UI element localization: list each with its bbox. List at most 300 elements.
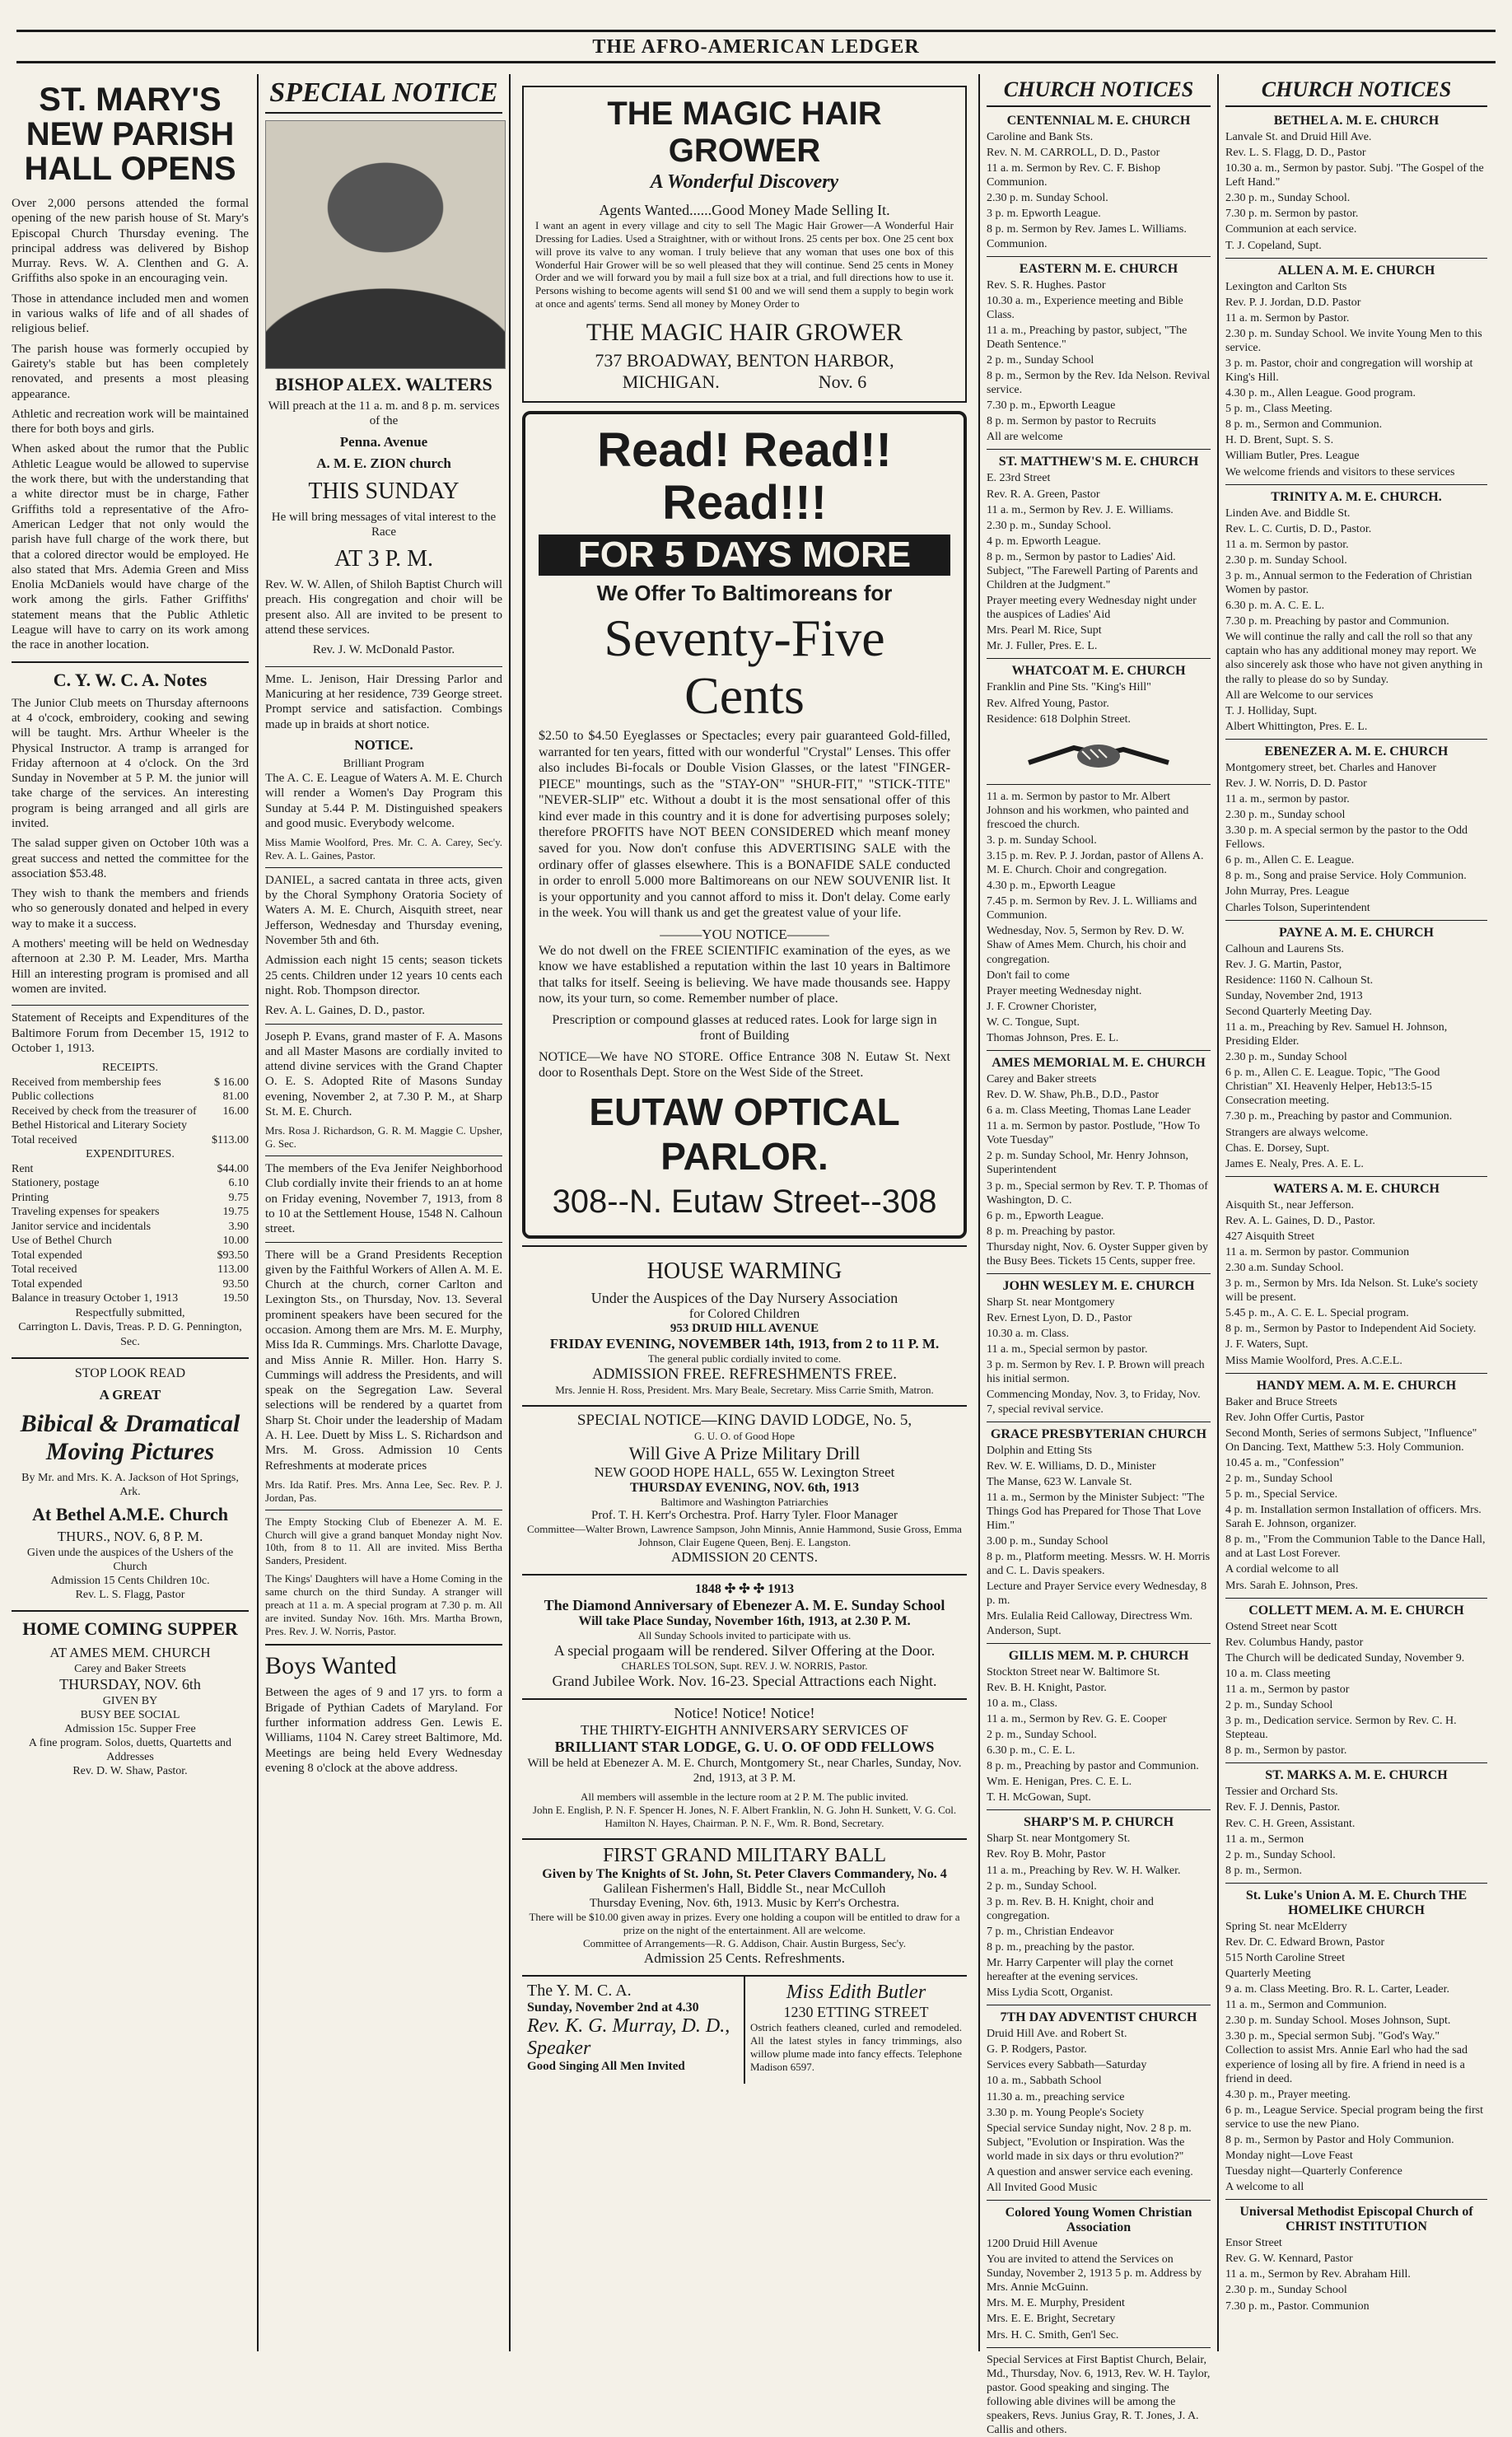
ledger-row: Balance in treasury October 1, 1913 19.50 bbox=[12, 1292, 249, 1305]
stocking-notice: The Empty Stocking Club of Ebenezer A. M. E. Church will give a grand banquet Monday night Nov. 10th, from 8 to 11. All are invited. Miss Bertha Sanders, President. bbox=[265, 1515, 502, 1567]
church-line: Rev. P. J. Jordan, D.D. Pastor bbox=[1225, 296, 1361, 309]
church-line: 3 p. m., Annual sermon to the Federation of Christian Women by pastor. bbox=[1225, 569, 1472, 597]
biblical-at: At Bethel A.M.E. Church bbox=[32, 1503, 228, 1524]
church-line: All Invited Good Music bbox=[987, 2181, 1098, 2194]
brilliant-notices: Notice! Notice! Notice! bbox=[674, 1704, 815, 1721]
house-under: Under the Auspices of the Day Nursery Association bbox=[590, 1289, 898, 1306]
church-line: Ensor Street bbox=[1225, 2237, 1282, 2250]
butler-ad bbox=[745, 1977, 967, 2083]
masthead-rule-top bbox=[16, 30, 1496, 32]
church-notice bbox=[1225, 2199, 1487, 2313]
church-name: HANDY MEM. A. M. E. CHURCH bbox=[1256, 1378, 1457, 1393]
brilliant-star-ad bbox=[522, 1698, 967, 1831]
church-line: 11 a. m. Sermon by pastor to Mr. Albert Johnson and his workmen, who painted and frescoed the church. bbox=[987, 790, 1189, 831]
church-line: Rev. D. W. Shaw, Ph.B., D.D., Pastor bbox=[987, 1089, 1159, 1102]
church-line: 8 p. m., preaching by the pastor. bbox=[987, 1940, 1135, 1954]
church-notice bbox=[1225, 114, 1487, 253]
ebenezer-when: Will take Place Sunday, November 16th, 1913, at 2.30 P. M. bbox=[578, 1613, 911, 1628]
section-divider bbox=[1225, 484, 1487, 485]
church-line: 11 a. m., sermon by pastor. bbox=[1225, 792, 1350, 805]
daniel-notice: DANIEL, a sacred cantata in three acts, given by the Choral Symphony Oratoria Society of Waters A. M. E. Church, Aisquith street, near Jefferson, Wednesday and Thursday evening, November 5th and 6th. bbox=[265, 873, 502, 948]
church-line: 10 a. m. Class meeting bbox=[1225, 1667, 1331, 1680]
church-line: Rev. John Offer Curtis, Pastor bbox=[1225, 1411, 1365, 1424]
church-line: The Manse, 623 W. Lanvale St. bbox=[987, 1475, 1132, 1488]
article-paragraph: When asked about the rumor that the Public Athletic League would be allowed to supervise the work there, but with the understanding that a white director must be in charge, Father Griffiths told a representative of the Afro-American Ledger that not only would the parish have full charge of the work there, but that a colored director would be employed. He also stated that Mrs. Ademia Green and Miss Enolia McDaniels would have charge of the work among the girls. Father Griffiths' statement means that the Public Athletic League will have to carry on its work among the race in another location. bbox=[12, 442, 249, 652]
church-line: Linden Ave. and Biddle St. bbox=[1225, 507, 1351, 520]
church-line: Prayer meeting Wednesday night. bbox=[987, 984, 1142, 997]
daniel-notice: Rev. A. L. Gaines, D. D., pastor. bbox=[265, 1004, 426, 1018]
church-line: Lecture and Prayer Service every Wednesday, 8 p. m. bbox=[987, 1580, 1207, 1608]
homecoming-streets: Carey and Baker Streets bbox=[74, 1662, 186, 1675]
church-line: Druid Hill Ave. and Robert St. bbox=[987, 2028, 1127, 2041]
ebenezer-years: 1848 ✣ ✣ ✣ 1913 bbox=[694, 1581, 795, 1596]
notice-sub: Brilliant Program bbox=[343, 757, 425, 770]
church-name: Colored Young Women Christian Association bbox=[1005, 2206, 1192, 2235]
section-divider bbox=[987, 784, 1211, 785]
church-line: Quarterly Meeting bbox=[1225, 1968, 1311, 1981]
church-line: 11 a. m., Preaching by Rev. Samuel H. Johnson, Presiding Elder. bbox=[1225, 1020, 1448, 1048]
homecoming-admission: Admission 15c. Supper Free bbox=[64, 1722, 196, 1735]
church-notice bbox=[1225, 920, 1487, 1171]
church-line: 5 p. m., Class Meeting. bbox=[1225, 403, 1332, 416]
church-line: Rev. Roy B. Mohr, Pastor bbox=[987, 1848, 1106, 1861]
optical-offer: We Offer To Baltimoreans for bbox=[596, 580, 893, 605]
church-notice bbox=[987, 658, 1211, 778]
column-rule bbox=[1217, 74, 1219, 2351]
church-line: Second Quarterly Meeting Day. bbox=[1225, 1005, 1372, 1018]
section-divider bbox=[1225, 1762, 1487, 1763]
notice-signers: Miss Mamie Woolford, Pres. Mr. C. A. Carey, Sec'y. Rev. A. L. Gaines, Pastor. bbox=[265, 836, 502, 861]
magic-title: THE MAGIC HAIR GROWER bbox=[607, 96, 882, 169]
church-line: 7.30 p. m., Preaching by pastor and Communion. bbox=[1225, 1110, 1453, 1123]
king-david-ad bbox=[522, 1405, 967, 1566]
column-rule bbox=[978, 74, 980, 2351]
king-org: Baltimore and Washington Patriarchies bbox=[660, 1495, 828, 1508]
church-line: 5.45 p. m., A. C. E. L. Special program. bbox=[1225, 1307, 1409, 1320]
church-line: Residence: 1160 N. Calhoun St. bbox=[1225, 973, 1374, 987]
church-line: 11 a. m. Sermon by pastor. bbox=[1225, 538, 1349, 551]
church-line: 427 Aisquith Street bbox=[1225, 1230, 1315, 1243]
optical-days: FOR 5 DAYS MORE bbox=[539, 535, 950, 576]
church-line: Residence: 618 Dolphin Street. bbox=[987, 712, 1131, 726]
ledger-row: Traveling expenses for speakers 19.75 bbox=[12, 1206, 249, 1219]
section-divider bbox=[1225, 1598, 1487, 1599]
church-name: ST. MATTHEW'S M. E. CHURCH bbox=[998, 455, 1199, 469]
boys-body: Between the ages of 9 and 17 yrs. to form a Brigade of Pythian Cadets of Maryland. For further information address Gen. Lewis E. Williams, 1104 N. Carey street Baltimore, Md. Meetings are being held Every Wednesday evening 8 o'clock at the above address. bbox=[265, 1686, 502, 1775]
section-divider bbox=[12, 1005, 249, 1006]
church-notices-header: CHURCH NOTICES bbox=[1225, 74, 1487, 107]
article-paragraph: The Junior Club meets on Thursday afternoons at 4 o'cock, embroidery, cooking and sewing will be taught. Mrs. Arthur Wheeler is the Physical Instructor. A tramp is arranged for Friday afternoon at 4 o'clock. On the 3rd Sunday in November at 5 P. M. the junior will take charge of the services. An interesting program is being arranged and all girls are invited. bbox=[12, 696, 249, 830]
church-line: 7.30 p. m., Epworth League bbox=[987, 399, 1116, 413]
masthead-title: THE AFRO-AMERICAN LEDGER bbox=[592, 36, 920, 58]
church-line: T. H. McGowan, Supt. bbox=[987, 1791, 1091, 1804]
daniel-notice: Admission each night 15 cents; season tickets 25 cents. Children under 12 years 10 cents each night. Rob. Thompson director. bbox=[265, 954, 502, 997]
church-name: TRINITY A. M. E. CHURCH. bbox=[1271, 489, 1442, 504]
church-line: Rev. G. W. Kennard, Pastor bbox=[1225, 2253, 1353, 2266]
church-line: Thursday night, Nov. 6. Oyster Supper given by the Busy Bees. Tickets 15 Cents, supper free. bbox=[987, 1240, 1208, 1268]
church-line: Rev. S. R. Hughes. Pastor bbox=[987, 278, 1106, 292]
column-3 bbox=[512, 74, 977, 2351]
church-line: Stockton Street near W. Baltimore St. bbox=[987, 1665, 1160, 1678]
church-notice bbox=[987, 2005, 1211, 2195]
church-line: 10.30 a. m. Class. bbox=[987, 1328, 1069, 1341]
church-line: 8 p. m., Sermon by pastor to Ladies' Aid. Subject, "The Farewell Parting of Parents and Children at the Judgment." bbox=[987, 550, 1198, 592]
ledger-row: Total expended $93.50 bbox=[12, 1249, 249, 1262]
ball-by: Given by The Knights of St. John, St. Peter Clavers Commandery, No. 4 bbox=[542, 1867, 947, 1882]
church-line: Miss Mamie Woolford, Pres. A.C.E.L. bbox=[1225, 1354, 1402, 1367]
church-line: Thomas Johnson, Pres. E. L. bbox=[987, 1031, 1119, 1044]
section-divider bbox=[987, 2347, 1211, 2348]
optical-body: We do not dwell on the FREE SCIENTIFIC examination of the eyes, as we know we have established a reputation within the last 10 years in Baltimore that talks for itself. Seeing is believing. We have made thousands see. Happy now, its your turn, so come. Remember number of place. bbox=[539, 943, 950, 1006]
church-line: 11 a. m., Sermon by pastor bbox=[1225, 1683, 1350, 1696]
column-1 bbox=[7, 74, 254, 2351]
church-line: 8 p. m., Sermon by Pastor and Holy Communion. bbox=[1225, 2133, 1454, 2146]
church-line: Commencing Monday, Nov. 3, to Friday, Nov. 7, special revival service. bbox=[987, 1389, 1201, 1416]
church-line: Carey and Baker streets bbox=[987, 1072, 1097, 1085]
church-line: T. J. Copeland, Supt. bbox=[1225, 239, 1322, 252]
church-line: 2 p. m. Sunday School, Mr. Henry Johnson, Superintendent bbox=[987, 1150, 1188, 1177]
church-line: Rev. F. J. Dennis, Pastor. bbox=[1225, 1801, 1341, 1814]
boys-title: Boys Wanted bbox=[265, 1652, 397, 1680]
walters-time: AT 3 P. M. bbox=[334, 546, 434, 572]
church-line: 11 a. m., Special sermon by pastor. bbox=[987, 1343, 1148, 1356]
church-line: H. D. Brent, Supt. S. S. bbox=[1225, 434, 1334, 447]
church-name: SHARP'S M. P. CHURCH bbox=[1023, 1815, 1174, 1830]
church-line: 2 p. m., Sunday School bbox=[987, 354, 1094, 367]
church-line: 2 p. m., Sunday School. bbox=[987, 1879, 1097, 1893]
ebenezer-jubilee: Grand Jubilee Work. Nov. 16-23. Special Attractions each Night. bbox=[552, 1672, 937, 1689]
church-line: 6 p. m., League Service. Special program being the first service to use the new Piano. bbox=[1225, 2103, 1483, 2131]
house-officers: Mrs. Jennie H. Ross, President. Mrs. Mary Beale, Secretary. Miss Carrie Smith, Matron. bbox=[555, 1383, 934, 1396]
homecoming-program: A fine program. Solos, duetts, Quartetts and Addresses bbox=[28, 1736, 232, 1763]
church-line: 10.30 a. m., Experience meeting and Bible Class. bbox=[987, 294, 1183, 321]
church-line: Second Month, Series of sermons Subject, "Influence" On Dancing. Text, Matthew 5:3. Holy Communion. bbox=[1225, 1426, 1477, 1454]
section-divider bbox=[1225, 1883, 1487, 1884]
church-line: 3.00 p. m., Sunday School bbox=[987, 1535, 1108, 1548]
optical-body: Prescription or compound glasses at reduced rates. Look for large sign in front of Building bbox=[552, 1012, 937, 1043]
church-line: 2.30 p. m., Sunday school bbox=[1225, 809, 1346, 822]
church-line: 3 p. m., Special sermon by Rev. T. P. Thomas of Washington, D. C. bbox=[987, 1179, 1208, 1207]
church-line: Sharp St. near Montgomery St. bbox=[987, 1832, 1131, 1846]
butler-body: Ostrich feathers cleaned, curled and remodeled. All the latest styles in fancy trimmings, also willow plume made into fancy effects. Telephone Madison 6597. bbox=[750, 2021, 962, 2073]
article-paragraph: Over 2,000 persons attended the formal opening of the new parish house of St. Mary's Episcopal Church Thursday evening. The principal address was delivered by Bishop Murray. Revs. W. A. Clenthen and G. A. Griffiths also spoke in an encouraging vein. bbox=[12, 197, 249, 286]
church-line: Mrs. M. E. Murphy, President bbox=[987, 2297, 1125, 2310]
church-line: Tuesday night—Quarterly Conference bbox=[1225, 2165, 1402, 2178]
church-line: 10.45 a. m., "Confession" bbox=[1225, 1456, 1345, 1469]
handshake-icon bbox=[1024, 730, 1173, 779]
section-divider bbox=[265, 1024, 502, 1025]
ledger-row: Total received $113.00 bbox=[12, 1133, 249, 1146]
church-line: 11 a. m., Preaching by Rev. W. H. Walker. bbox=[987, 1864, 1181, 1877]
optical-read: Read! Read!! Read!!! bbox=[597, 423, 892, 530]
magic-state-row bbox=[535, 371, 954, 393]
house-when: FRIDAY EVENING, NOVEMBER 14th, 1913, from 2 to 11 P. M. bbox=[549, 1335, 940, 1352]
church-line: 4.30 p. m., Allen League. Good program. bbox=[1225, 387, 1416, 400]
church-line: Don't fail to come bbox=[987, 969, 1070, 982]
church-line: 4 p. m. Installation sermon Installation of officers. Mrs. Sarah E. Johnson, organizer. bbox=[1225, 1504, 1482, 1531]
church-line: 11 a. m., Sermon by Rev. Abraham Hill. bbox=[1225, 2268, 1411, 2281]
church-line: Lanvale St. and Druid Hill Ave. bbox=[1225, 131, 1372, 143]
church-line: 1200 Druid Hill Avenue bbox=[987, 2238, 1098, 2251]
church-name: ALLEN A. M. E. CHURCH bbox=[1277, 263, 1435, 278]
church-name: WHATCOAT M. E. CHURCH bbox=[1011, 664, 1186, 679]
church-line: 2.30 p. m. Sunday School. bbox=[987, 192, 1108, 205]
ledger-row: Total received 113.00 bbox=[12, 1263, 249, 1277]
church-line: 3 p. m., Dedication service. Sermon by Rev. C. H. Stepteau. bbox=[1225, 1715, 1457, 1742]
church-line: Tessier and Orchard Sts. bbox=[1225, 1786, 1338, 1799]
section-divider bbox=[12, 1610, 249, 1612]
church-line: 8 p. m., "From the Communion Table to the Dance Hall, and at Last Lost Forever. bbox=[1225, 1534, 1486, 1561]
church-line: Rev. N. M. CARROLL, D. D., Pastor bbox=[987, 147, 1160, 160]
magic-hair-ad bbox=[522, 86, 967, 403]
brilliant-body: Will be held at Ebenezer A. M. E. Church, Montgomery St., near Charles, Sunday, Nov. 2nd, 1913, at 3 P. M. bbox=[527, 1756, 962, 1785]
section-divider bbox=[987, 2200, 1211, 2201]
church-line: G. P. Rodgers, Pastor. bbox=[987, 2043, 1087, 2057]
section-divider bbox=[987, 1643, 1211, 1644]
church-line: The Church will be dedicated Sunday, November 9. bbox=[1225, 1651, 1465, 1664]
ymca-speaker: Rev. K. G. Murray, D. D., Speaker bbox=[527, 2015, 730, 2060]
ebenezer-all: All Sunday Schools invited to participate with us. bbox=[637, 1628, 852, 1641]
biblical-by: By Mr. and Mrs. K. A. Jackson of Hot Springs, Ark. bbox=[21, 1471, 239, 1498]
section-divider bbox=[1225, 2199, 1487, 2200]
magic-state: MICHIGAN. bbox=[622, 371, 720, 393]
column-rule bbox=[509, 74, 511, 2351]
church-line: 8 p. m., Platform meeting. Messrs. W. H. Morris and C. L. Davis speakers. bbox=[987, 1551, 1211, 1578]
church-line: Rev. Columbus Handy, pastor bbox=[1225, 1636, 1364, 1649]
homecoming-pastor: Rev. D. W. Shaw, Pastor. bbox=[72, 1765, 188, 1778]
church-line: 7.30 p. m. Sermon by pastor. bbox=[1225, 208, 1359, 221]
ball-committee: Committee of Arrangements—R. G. Addison, Chair. Austin Burgess, Sec'y. bbox=[583, 1937, 906, 1950]
church-line: Aisquith St., near Jefferson. bbox=[1225, 1198, 1355, 1211]
house-for: for Colored Children bbox=[688, 1306, 800, 1321]
church-line: J. F. Crowner Chorister, bbox=[987, 1000, 1097, 1013]
section-divider bbox=[987, 1273, 1211, 1274]
church-name: AMES MEMORIAL M. E. CHURCH bbox=[992, 1055, 1206, 1070]
article-paragraph: The salad supper given on October 10th was a great success and netted the committee for the association $53.48. bbox=[12, 837, 249, 880]
ledger-row: Received from membership fees $ 16.00 bbox=[12, 1076, 249, 1089]
section-divider bbox=[987, 449, 1211, 450]
church-line: 6 a. m. Class Meeting, Thomas Lane Leader bbox=[987, 1104, 1191, 1118]
evans-notice: Joseph P. Evans, grand master of F. A. Masons and all Master Masons are cordially invited to attend divine services with the Grand Chapter O. E. S. Adopted Rite of Masons Sunday evening, November 2, at 7.30 P. M., at Sharp St. M. E. Church. bbox=[265, 1029, 502, 1118]
church-line: 2.30 p. m. Sunday School. bbox=[1225, 553, 1347, 567]
ledger-row: Printing 9.75 bbox=[12, 1191, 249, 1204]
homecoming-ad bbox=[12, 1618, 249, 1778]
church-line: Chas. E. Dorsey, Supt. bbox=[1225, 1141, 1330, 1155]
section-divider bbox=[265, 867, 502, 868]
ywca-article bbox=[12, 670, 249, 997]
optical-name: EUTAW OPTICAL PARLOR. bbox=[589, 1090, 900, 1178]
church-line: All are welcome bbox=[987, 431, 1063, 444]
church-line: 7.30 p. m. Preaching by pastor and Communion. bbox=[1225, 615, 1449, 628]
church-line: 2 p. m., Sunday School bbox=[1225, 1699, 1333, 1712]
magic-address: 737 BROADWAY, BENTON HARBOR, bbox=[595, 350, 894, 371]
brilliant-officers: John E. English, P. N. F. Spencer H. Jones, N. F. Albert Franklin, N. G. John H. Sunkett, V. G. Col. Hamilton N. Hayes, Chairman. P. N. F., Wm. R. Bond, Secretary. bbox=[532, 1804, 957, 1830]
church-line: We welcome friends and visitors to these services bbox=[1225, 465, 1455, 479]
optical-body: NOTICE—We have NO STORE. Office Entrance 308 N. Eutaw St. Next door to Rosenthals Dept. Store on the West Side of the Street. bbox=[539, 1049, 950, 1081]
church-line: Sunday, November 2nd, 1913 bbox=[1225, 989, 1363, 1002]
walters-line: Rev. W. W. Allen, of Shiloh Baptist Church will preach. His congregation and choir will be present also. All are invited to be present to attend these services. bbox=[265, 578, 502, 637]
church-line: 2.30 p. m. Sunday School. Moses Johnson, Supt. bbox=[1225, 2014, 1451, 2028]
church-line: Mrs. E. E. Bright, Secretary bbox=[987, 2313, 1116, 2326]
house-warming-ad bbox=[522, 1245, 967, 1397]
military-ball-ad bbox=[522, 1838, 967, 1967]
church-line: 11 a. m., Sermon bbox=[1225, 1832, 1304, 1846]
church-line: 8 p. m., Sermon by the Rev. Ida Nelson. Revival service. bbox=[987, 370, 1211, 397]
forum-signers: Carrington L. Davis, Treas. P. D. G. Pennington, Sec. bbox=[18, 1321, 242, 1348]
church-line: Rev. Alfred Young, Pastor. bbox=[987, 697, 1109, 710]
article-paragraph: The parish house was formerly occupied by Gairety's stable but has been completely renovated, and presents a most pleasing appearance. bbox=[12, 342, 249, 401]
section-divider bbox=[265, 666, 502, 667]
stmary-article bbox=[12, 82, 249, 653]
church-list bbox=[987, 114, 1211, 2437]
biblical-when: THURS., NOV. 6, 8 P. M. bbox=[57, 1528, 203, 1544]
butler-name: Miss Edith Butler bbox=[786, 1982, 926, 2004]
church-line: Albert Whittington, Pres. E. L. bbox=[1225, 720, 1368, 733]
church-line: 4.30 p. m., Epworth League bbox=[987, 880, 1116, 893]
church-notice bbox=[1225, 1176, 1487, 1368]
church-line: Rev. Ernest Lyon, D. D., Pastor bbox=[987, 1312, 1132, 1325]
church-name: COLLETT MEM. A. M. E. CHURCH bbox=[1248, 1603, 1464, 1618]
church-line: Rev. L. C. Curtis, D. D., Pastor. bbox=[1225, 522, 1372, 535]
church-notice bbox=[1225, 258, 1487, 479]
masthead bbox=[16, 0, 1496, 62]
church-line: 515 North Caroline Street bbox=[1225, 1951, 1346, 1964]
church-line: John Murray, Pres. League bbox=[1225, 885, 1350, 899]
church-line: 3.30 p. m. A special sermon by the pastor to the Odd Fellows. bbox=[1225, 824, 1468, 852]
church-line: Mrs. Sarah E. Johnson, Pres. bbox=[1225, 1579, 1358, 1592]
king-adm: ADMISSION 20 CENTS. bbox=[670, 1548, 819, 1565]
receipts-label: RECEIPTS. bbox=[101, 1062, 159, 1075]
church-notice bbox=[1225, 1598, 1487, 1758]
stmary-headline: ST. MARY'S NEW PARISH HALL OPENS bbox=[24, 82, 236, 187]
church-notice bbox=[987, 784, 1211, 1045]
church-line: 6.30 p. m. A. C. E. L. bbox=[1225, 600, 1325, 613]
church-line: Services every Sabbath—Saturday bbox=[987, 2059, 1147, 2072]
king-sub: G. U. O. of Good Hope bbox=[693, 1429, 796, 1442]
section-divider bbox=[265, 1155, 502, 1156]
church-line: 3.30 p. m. Young People's Society bbox=[987, 2106, 1145, 2119]
forum-submitted: Respectfully submitted, bbox=[75, 1306, 185, 1319]
church-line: Strangers are always welcome. bbox=[1225, 1126, 1369, 1139]
walters-sunday: THIS SUNDAY bbox=[308, 478, 460, 504]
church-notice bbox=[1225, 1762, 1487, 1877]
article-paragraph: Athletic and recreation work will be maintained there for both boys and girls. bbox=[12, 407, 249, 437]
magic-date: Nov. 6 bbox=[818, 371, 867, 393]
ebenezer-officers: CHARLES TOLSON, Supt. REV. J. W. NORRIS, Pastor. bbox=[621, 1659, 868, 1672]
optical-street: 308--N. Eutaw Street--308 bbox=[552, 1183, 937, 1220]
walters-church: Penna. Avenue bbox=[339, 433, 428, 450]
jenifer-notice: The members of the Eva Jenifer Neighborhood Club cordially invite their friends to an at home on Friday evening, November 7, 1913, from 8 to 10 at the Settlement House, 1548 N. Calhoun street. bbox=[265, 1162, 502, 1236]
church-line: Monday night—Love Feast bbox=[1225, 2149, 1353, 2162]
church-notice bbox=[987, 1273, 1211, 1417]
church-line: Rev. J. G. Martin, Pastor, bbox=[1225, 958, 1342, 971]
ball-title: FIRST GRAND MILITARY BALL bbox=[602, 1845, 887, 1867]
church-line: Rev. B. H. Knight, Pastor. bbox=[987, 1681, 1107, 1694]
church-line: Charles Tolson, Superintendent bbox=[1225, 901, 1370, 914]
church-notice bbox=[1225, 484, 1487, 734]
church-line: 4.30 p. m., Prayer meeting. bbox=[1225, 2088, 1351, 2101]
church-line: 11 a. m. Sermon by Rev. C. F. Bishop Communion. bbox=[987, 162, 1160, 189]
optical-you-notice: ———YOU NOTICE——— bbox=[660, 926, 829, 942]
church-line: 2 p. m., Sunday School bbox=[1225, 1473, 1333, 1486]
church-line: 11 a. m., Preaching by pastor, subject, "The Death Sentence." bbox=[987, 324, 1188, 351]
homecoming-at: AT AMES MEM. CHURCH bbox=[49, 1644, 211, 1660]
ymca-title: The Y. M. C. A. bbox=[527, 1982, 632, 2000]
church-name: GILLIS MEM. M. P. CHURCH bbox=[1008, 1648, 1189, 1663]
optical-body: $2.50 to $4.50 Eyeglasses or Spectacles; every pair guaranteed Gold-filled, warranted for ten years, fitted with our wonderful "Crystal" Lenses. This offer also includes Bi-focals or Double Vision Glasses, or the latest "FINGER-PIECE" mountings, such as the "STAY-ON" "SHUR-FIT," "STICK-TITE" "NEVER-SLIP" etc. Without a doubt it is the most sensational offer of this kind ever made in this country and it is done for advertising purposes solely; therefore PROFITS have NOT BEEN CONSIDERED which meanf money saved for you. Now don't confuse this ADVERTISING SALE with the ordinary offer of glasses elsewhere. This is a BONAFIDE SALE conducted in order to enroll 5.000 more Baltimoreans on our NEW SOUVENIR list. It is your opportunity and you cannot afford to miss it. Don't delay. Come early in the week. You will thank us and get the greatest value of your life. bbox=[539, 729, 950, 921]
church-name: ST. MARKS A. M. E. CHURCH bbox=[1265, 1768, 1448, 1783]
reception-sign: Mrs. Ida Ratif. Pres. Mrs. Anna Lee, Sec. Rev. P. J. Jordan, Pas. bbox=[265, 1478, 502, 1504]
evans-sign: Mrs. Rosa J. Richardson, G. R. M. Maggie C. Upsher, G. Sec. bbox=[265, 1124, 502, 1151]
church-line: 8 p. m., Sermon. bbox=[1225, 1864, 1302, 1877]
forum-intro: Statement of Receipts and Expenditures of the Baltimore Forum from December 15, 1912 to October 1, 1913. bbox=[12, 1011, 249, 1055]
church-line: Rev. J. W. Norris, D. D. Pastor bbox=[1225, 777, 1367, 790]
church-notice bbox=[1225, 1883, 1487, 2194]
church-line: Rev. C. H. Green, Assistant. bbox=[1225, 1817, 1356, 1830]
church-line: 11.30 a. m., preaching service bbox=[987, 2090, 1125, 2103]
church-notice bbox=[1225, 739, 1487, 915]
ywca-headline: C. Y. W. C. A. Notes bbox=[53, 669, 208, 690]
stop-look-read: STOP LOOK READ bbox=[74, 1366, 186, 1381]
church-line: 11 a. m. Sermon by pastor. Communion bbox=[1225, 1246, 1410, 1258]
church-name: GRACE PRESBYTERIAN CHURCH bbox=[990, 1426, 1207, 1441]
church-line: You are invited to attend the Services on Sunday, November 2, 1913 5 p. m. Address by Mrs. Annie McGuinn. bbox=[987, 2253, 1202, 2295]
church-line: 6 p. m., Allen C. E. League. bbox=[1225, 854, 1355, 867]
church-name: BETHEL A. M. E. CHURCH bbox=[1273, 114, 1440, 128]
homecoming-title: HOME COMING SUPPER bbox=[22, 1618, 238, 1639]
ebenezer-special: A special progaam will be rendered. Silver Offering at the Door. bbox=[553, 1641, 936, 1659]
biblical-title: Bibical & Dramatical Moving Pictures bbox=[20, 1409, 240, 1465]
brilliant-req: All members will assemble in the lecture room at 2 P. M. The public invited. bbox=[581, 1790, 908, 1804]
ebenezer-title: The Diamond Anniversary of Ebenezer A. M. E. Sunday School bbox=[544, 1596, 945, 1613]
magic-body: I want an agent in every village and city to sell The Magic Hair Grower—A Wonderful Hair Dressing for Ladies. Used a Straightner, with or without Irons. 25 cents per box. One 25 cent box will prove its valve to any woman. I truly believe that any woman that uses one box of this Wonderful Hair Grower will be so well pleased that they will continue. Send 25 cents in Money Order and we will forward you by mail a full size box at a trial, and full directions how to use it. Persons wishing to become agents will send $1 00 and we will send them a supply to begin work at once and agents' terms. Send all money by Money Order to bbox=[535, 219, 954, 310]
walters-name: BISHOP ALEX. WALTERS bbox=[275, 374, 492, 394]
homecoming-date: THURSDAY, NOV. 6th bbox=[59, 1675, 201, 1692]
church-line: 2.30 p. m., Sunday School bbox=[1225, 2284, 1347, 2297]
ball-when: Thursday Evening, Nov. 6th, 1913. Music by Kerr's Orchestra. bbox=[589, 1897, 900, 1911]
walters-line: He will bring messages of vital interest to the Race bbox=[271, 510, 497, 539]
church-line: Franklin and Pine Sts. "King's Hill" bbox=[987, 681, 1151, 694]
church-line: 10 a. m., Class. bbox=[987, 1697, 1057, 1710]
church-line: All are Welcome to our services bbox=[1225, 689, 1374, 702]
reception-notice: There will be a Grand Presidents Reception given by the Faithful Workers of Allen A. M. E. Church at the church, corner Carlton and Lexington Sts., on Thursday, Nov. 13. Several prominent speakers have been secured for the occasion. Among them are Mrs. M. E. Murphy, Miss Ida R. Cummings. Mrs. Charlotte Davage, and Miss Annie R. Miller. Hon. Harry S. Cummings will address the Presidents, and will speak on the Segregation Law. Several selections will be rendered by a quartet from Sharp St. Choir under the leadership of Madam A. H. Lee. Duett by Miss L. S. Richardson and Mrs. M. Gross. Admission 10 Cents Refreshments at moderate prices bbox=[265, 1248, 502, 1473]
church-line: Rev. Dr. C. Edward Brown, Pastor bbox=[1225, 1935, 1385, 1949]
biblical-pastor: Rev. L. S. Flagg, Pastor bbox=[75, 1588, 185, 1601]
church-line: Miss Lydia Scott, Organist. bbox=[987, 1986, 1113, 2000]
section-divider bbox=[1225, 258, 1487, 259]
church-line: 6.30 p. m., C. E. L. bbox=[987, 1744, 1076, 1758]
church-line: Wednesday, Nov. 5, Sermon by Rev. D. W. Shaw of Ames Mem. Church, his choir and congregation. bbox=[987, 925, 1187, 966]
section-divider bbox=[1225, 1373, 1487, 1374]
ebenezer-ad bbox=[522, 1574, 967, 1690]
kings-notice: The Kings' Daughters will have a Home Coming in the same church on the third Sunday. A stranger will preach at 11 a. m. A special program at 7.30 p. m. All are invited. Sunday Nov. 16th. Mrs. Martha Brown, Pres. Rev. J. W. Norris, Pastor. bbox=[265, 1572, 502, 1637]
church-line: 2.30 a.m. Sunday School. bbox=[1225, 1262, 1344, 1275]
section-divider bbox=[12, 1357, 249, 1359]
king-committee: Committee—Walter Brown, Lawrence Sampson, John Minnis, Annie Hammond, Susie Gross, Emma Johnson, Clair Eugene Queen, Benj. E. Langston. bbox=[527, 1522, 962, 1548]
church-line: Mr. Harry Carpenter will play the cornet hereafter at the evening services. bbox=[987, 1956, 1174, 1984]
magic-name: THE MAGIC HAIR GROWER bbox=[586, 319, 903, 347]
house-adm: ADMISSION FREE. REFRESHMENTS FREE. bbox=[591, 1365, 898, 1383]
king-drill: Will Give A Prize Military Drill bbox=[628, 1442, 861, 1464]
biblical-great: A GREAT bbox=[99, 1386, 161, 1403]
church-line: Special Services at First Baptist Church, Belair, Md., Thursday, Nov. 6, 1913, Rev. W. H. Taylor, pastor. Good speaking and singing. The following able divines will be among the speakers, Revs. Junius Gray, R. T. Jones, J. A. Callis and others. bbox=[987, 2353, 1211, 2436]
church-line: 2.30 p. m., Sunday School. bbox=[987, 519, 1112, 532]
church-line: A question and answer service each evening. bbox=[987, 2165, 1193, 2178]
church-line: 9 a. m. Class Meeting. Bro. R. L. Carter, Leader. bbox=[1225, 1983, 1449, 1996]
church-line: 8 p. m., Sermon by Pastor to Independent Aid Society. bbox=[1225, 1323, 1477, 1336]
church-line: 6 p. m., Epworth League. bbox=[987, 1209, 1104, 1222]
house-addr: 953 DRUID HILL AVENUE bbox=[670, 1321, 819, 1335]
